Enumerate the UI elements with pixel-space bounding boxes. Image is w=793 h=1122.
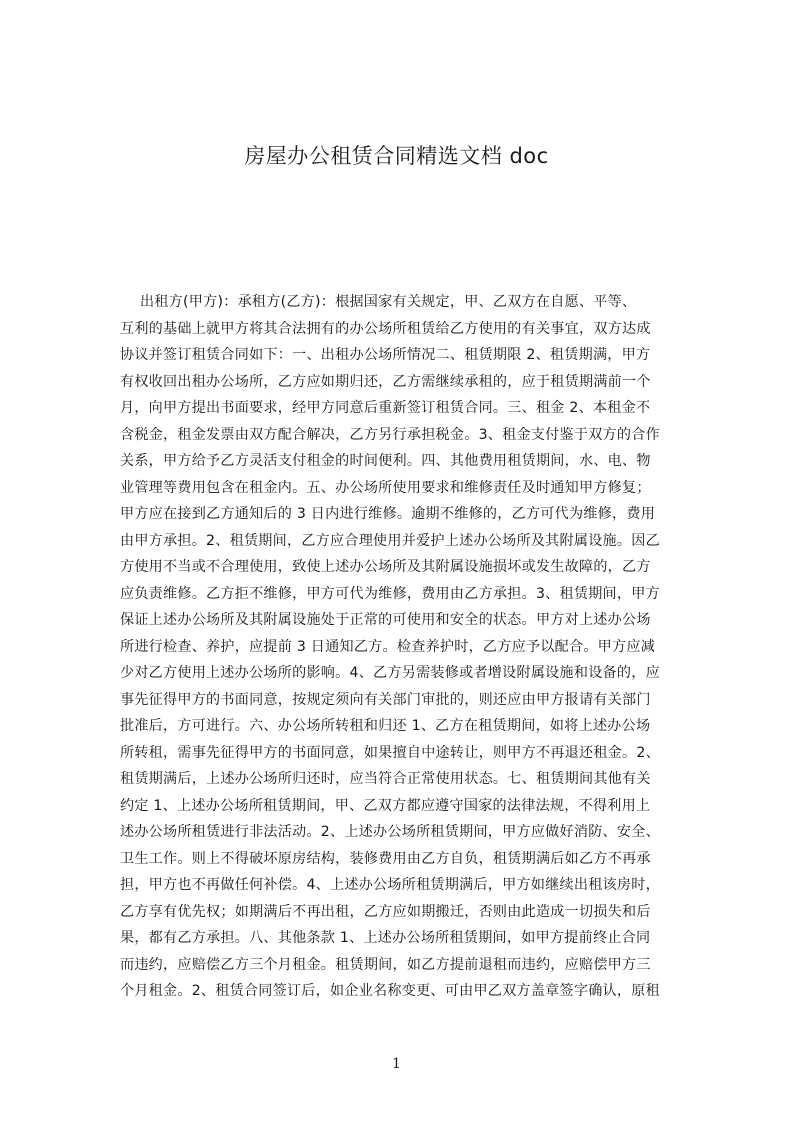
body-line: 有权收回出租办公场所，乙方应如期归还，乙方需继续承租的，应于租赁期满前一个 xyxy=(120,373,651,390)
document-title: 房屋办公租赁合同精选文档 doc xyxy=(244,144,549,168)
body-line: 保证上述办公场所及其附属设施处于正常的可使用和安全的状态。甲方对上述办公场 xyxy=(120,612,651,628)
body-line: 所进行检查、养护，应提前 3 日通知乙方。检查养护时，乙方应予以配合。甲方应减 xyxy=(120,638,656,655)
document-body xyxy=(120,289,698,1049)
body-line: 月，向甲方提出书面要求，经甲方同意后重新签订租赁合同。三、租金 2、本租金不 xyxy=(120,400,651,416)
body-line: 含税金，租金发票由双方配合解决，乙方另行承担税金。3、租金支付鉴于双方的合作 xyxy=(120,426,660,443)
body-line: 卫生工作。则上不得破坏原房结构，装修费用由乙方自负，租赁期满后如乙方不再承 xyxy=(120,850,651,867)
body-line: 互利的基础上就甲方将其合法拥有的办公场所租赁给乙方使用的有关事宜，双方达成 xyxy=(120,320,651,337)
body-line: 方使用不当或不合理使用，致使上述办公场所及其附属设施损坏或发生故障的，乙方 xyxy=(120,559,651,575)
body-line: 由甲方承担。2、租赁期间，乙方应合理使用并爱护上述办公场所及其附属设施。因乙 xyxy=(120,532,660,549)
body-line: 协议并签订租赁合同如下：一、出租办公场所情况二、租赁期限 2、租赁期满，甲方 xyxy=(120,347,651,363)
body-line: 租赁期满后，上述办公场所归还时，应当符合正常使用状态。七、租赁期间其他有关 xyxy=(120,771,651,787)
body-line: 述办公场所租赁进行非法活动。2、上述办公场所租赁期间，甲方应做好消防、安全、 xyxy=(120,824,660,840)
body-line: 关系，甲方给予乙方灵活支付租金的时间便利。四、其他费用租赁期间，水、电、物 xyxy=(120,453,651,469)
body-line: 而违约，应赔偿乙方三个月租金。租赁期间，如乙方提前退租而违约，应赔偿甲方三 xyxy=(120,956,651,973)
body-line: 业管理等费用包含在租金内。五、办公场所使用要求和维修责任及时通知甲方修复； xyxy=(120,479,651,496)
body-line: 乙方享有优先权；如期满后不再出租，乙方应如期搬迁，否则由此造成一切损失和后 xyxy=(120,903,651,920)
body-line: 事先征得甲方的书面同意，按规定须向有关部门审批的，则还应由甲方报请有关部门 xyxy=(120,691,651,708)
body-line: 甲方应在接到乙方通知后的 3 日内进行维修。逾期不维修的，乙方可代为维修，费用 xyxy=(120,506,656,522)
body-line: 批准后，方可进行。六、办公场所转租和归还 1、乙方在租赁期间，如将上述办公场 xyxy=(120,718,651,734)
body-line: 果，都有乙方承担。八、其他条款 1、上述办公场所租赁期间，如甲方提前终止合同 xyxy=(120,930,651,946)
body-line: 应负责维修。乙方拒不维修，甲方可代为维修，费用由乙方承担。3、租赁期间，甲方 xyxy=(120,585,660,602)
body-line: 少对乙方使用上述办公场所的影响。4、乙方另需装修或者增设附属设施和设备的，应 xyxy=(120,665,660,681)
page-number: 1 xyxy=(392,1056,401,1072)
body-line: 担，甲方也不再做任何补偿。4、上述办公场所租赁期满后，甲方如继续出租该房时， xyxy=(120,877,660,893)
body-line: 所转租，需事先征得甲方的书面同意，如果擅自中途转让，则甲方不再退还租金。2、 xyxy=(120,744,660,761)
body-line: 个月租金。2、租赁合同签订后，如企业名称变更、可由甲乙双方盖章签字确认，原租 xyxy=(120,983,660,999)
body-line: 约定 1、上述办公场所租赁期间，甲、乙双方都应遵守国家的法律法规，不得利用上 xyxy=(120,797,651,814)
body-line: 出租方(甲方)：承租方(乙方)：根据国家有关规定，甲、乙双方在自愿、平等、 xyxy=(140,294,637,310)
